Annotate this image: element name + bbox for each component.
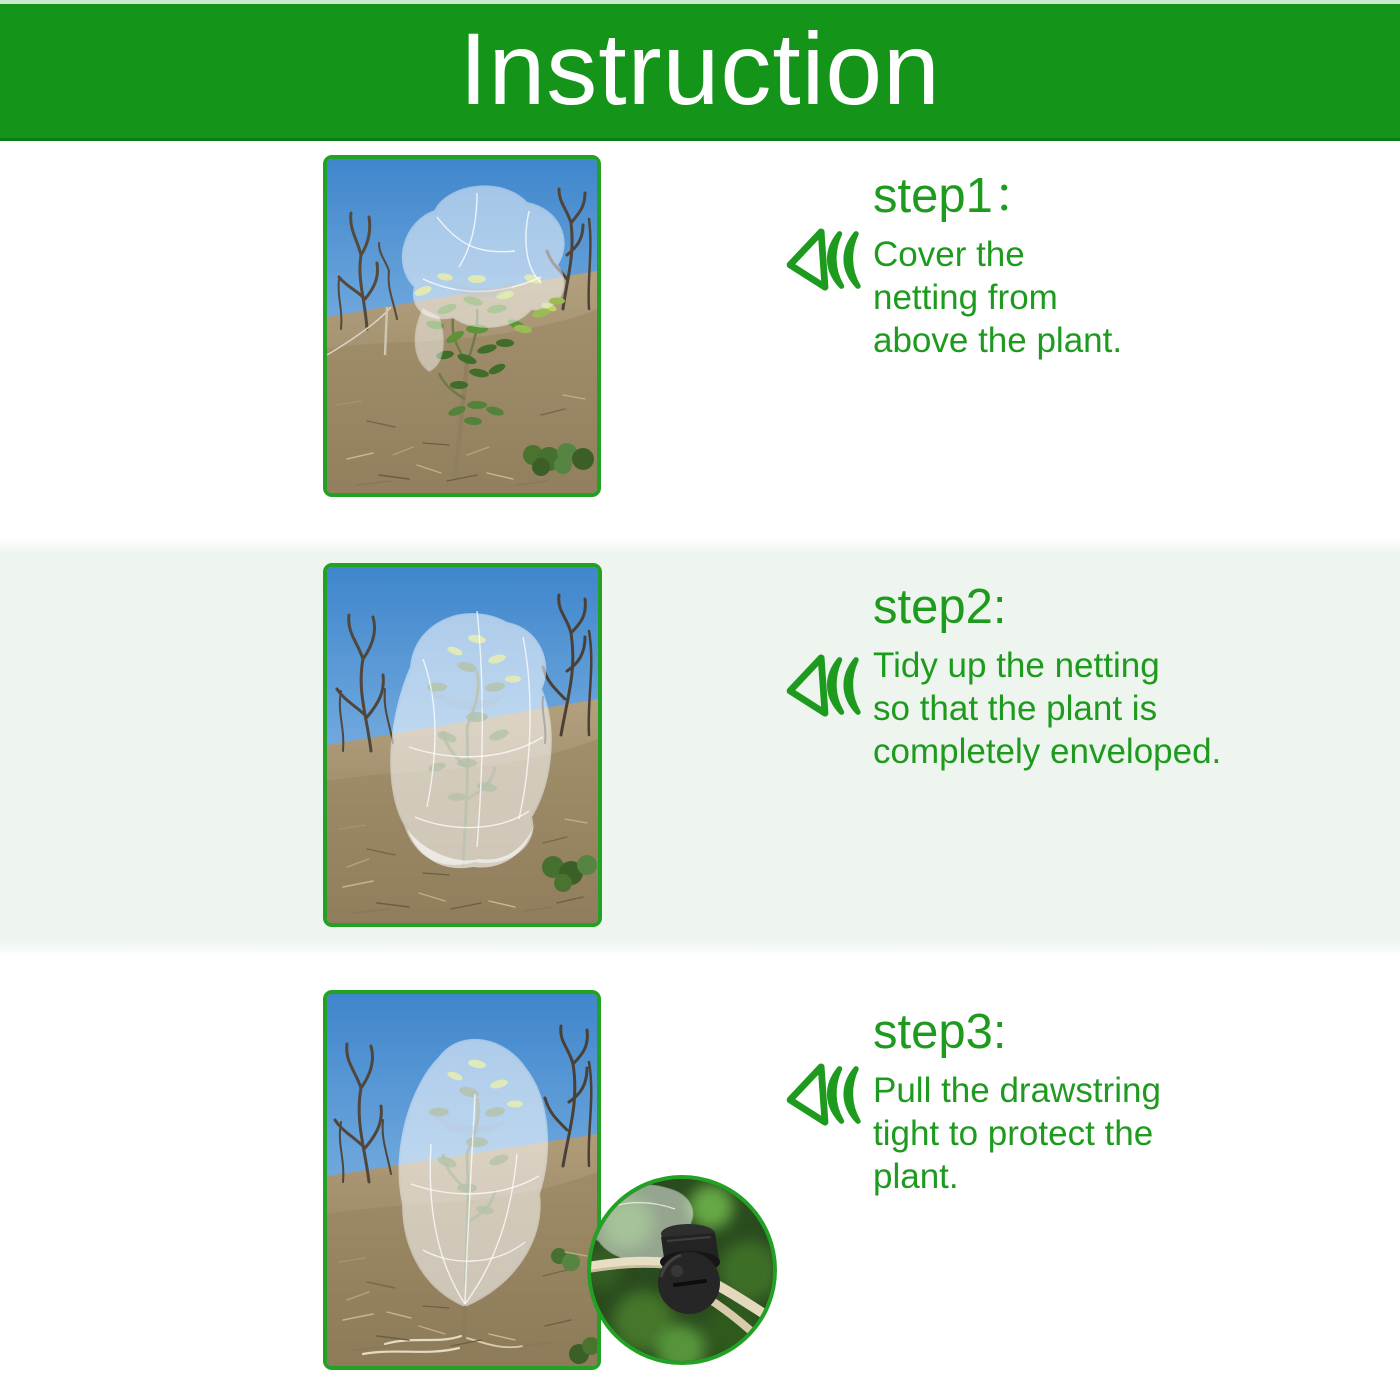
step1-block: [873, 168, 1253, 362]
rewind-arrows-icon: [785, 653, 865, 719]
step2-block: [873, 579, 1253, 773]
step3-line-1: Pull the drawstring: [873, 1071, 1161, 1110]
step3-photo: [323, 990, 601, 1370]
step2-photo: [323, 563, 602, 927]
step1-photo: [323, 155, 601, 497]
step3-heading: step3:: [873, 1005, 1007, 1059]
step3-block: [873, 1004, 1253, 1198]
netting: [391, 614, 551, 864]
step3-line-3: plant.: [873, 1157, 959, 1196]
cord-lock-toggle: [658, 1224, 720, 1314]
step2-line-1: Tidy up the netting: [873, 646, 1160, 685]
step2-heading: step2:: [873, 580, 1007, 634]
step1-photo-scene: [327, 159, 597, 493]
step1-line-1: Cover the: [873, 235, 1025, 274]
step3-line-2: tight to protect the: [873, 1114, 1154, 1153]
trunk-base: [463, 1308, 465, 1338]
step2-line-3: completely enveloped.: [873, 732, 1222, 771]
step3-photo-scene: [327, 994, 597, 1366]
step2-photo-scene: [327, 567, 598, 923]
drawstring-closeup-inset: [587, 1175, 777, 1365]
step2-line-2: so that the plant is: [873, 689, 1158, 728]
page-title: Instruction: [459, 12, 941, 126]
step1-heading: step1：: [873, 169, 1042, 223]
cord-lock-scene: [591, 1179, 773, 1361]
step1-line-2: netting from: [873, 278, 1058, 317]
rewind-arrows-icon: [785, 1062, 865, 1128]
header-banner: [0, 0, 1400, 141]
step1-line-3: above the plant.: [873, 321, 1123, 360]
rewind-arrows-icon: [785, 227, 865, 293]
